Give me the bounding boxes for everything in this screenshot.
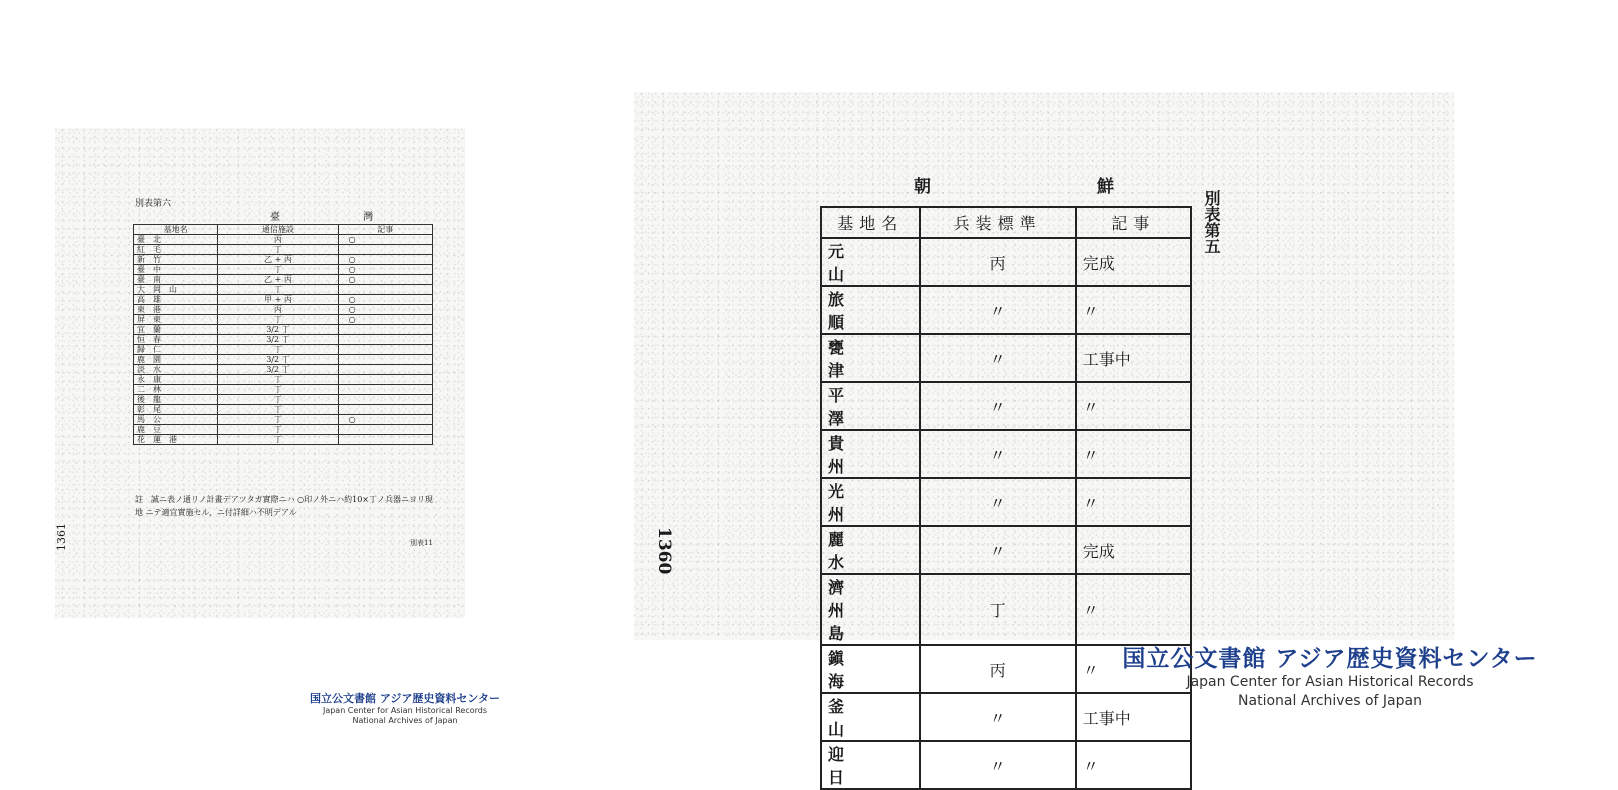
cell-note: 〃 xyxy=(1076,645,1191,693)
archive-logo-large xyxy=(1100,640,1560,711)
table-row xyxy=(821,382,1191,430)
table-row xyxy=(134,345,433,355)
cell-name: 紅毛 xyxy=(134,245,218,255)
cell-note: 完成 xyxy=(1076,526,1191,574)
cell-name: 光州 xyxy=(821,478,920,526)
logo-jp-text: 国立公文書館 アジア歴史資料センター xyxy=(1122,646,1538,672)
table-row xyxy=(821,430,1191,478)
cell-standard: 丙 xyxy=(920,238,1076,286)
cell-name: 濟州島 xyxy=(821,574,920,645)
region-title-left: 朝 xyxy=(914,177,931,197)
cell-facility: 丁 xyxy=(218,285,338,295)
logo-en-line2: National Archives of Japan xyxy=(352,716,458,725)
table-caption: 別表第五 xyxy=(1202,190,1221,254)
cell-facility: 丁 xyxy=(218,375,338,385)
cell-name: 永康 xyxy=(134,375,218,385)
cell-note xyxy=(338,345,432,355)
cell-note: 完成 xyxy=(1076,238,1191,286)
table-row xyxy=(134,315,433,325)
table-row xyxy=(821,238,1191,286)
cell-facility: 丁 xyxy=(218,345,338,355)
cell-facility: 丁 xyxy=(218,265,338,275)
cell-name: 臺北 xyxy=(134,235,218,245)
cell-name: 貴州 xyxy=(821,430,920,478)
table-row xyxy=(821,286,1191,334)
table-row xyxy=(134,425,433,435)
cell-name: 花蓮港 xyxy=(134,435,218,445)
cell-note xyxy=(338,285,432,295)
cell-name: 新竹 xyxy=(134,255,218,265)
cell-note xyxy=(338,425,432,435)
cell-standard: 〃 xyxy=(920,382,1076,430)
cell-note: 〃 xyxy=(1076,286,1191,334)
logo-en-line1: Japan Center for Asian Historical Records xyxy=(322,706,488,715)
region-title xyxy=(914,172,1114,197)
header-note: 記事 xyxy=(1076,207,1191,238)
cell-name: 高雄 xyxy=(134,295,218,305)
cell-name: 馬公 xyxy=(134,415,218,425)
cell-name: 迎日 xyxy=(821,741,920,789)
table-row xyxy=(134,405,433,415)
footnote: 註 誠ニ表ノ通リノ計畫デアツタガ實際ニハ ○印ノ外ニハ約10×丁ノ兵器ニヨリ現地 ニテ適宜實施セル、ニ付詳細ハ不明デアル xyxy=(135,495,434,517)
table-row xyxy=(134,335,433,345)
table-row xyxy=(134,355,433,365)
cell-facility: 丙 xyxy=(218,235,338,245)
cell-facility: 丁 xyxy=(218,315,338,325)
cell-note xyxy=(338,245,432,255)
archive-stamp: 別表11 xyxy=(410,539,433,547)
cell-name: 旅順 xyxy=(821,286,920,334)
table-row xyxy=(134,395,433,405)
table-header-row xyxy=(134,225,433,235)
cell-note xyxy=(338,405,432,415)
cell-facility: 丁 xyxy=(218,405,338,415)
cell-name: 二林 xyxy=(134,385,218,395)
cell-name: 歸仁 xyxy=(134,345,218,355)
cell-name: 東港 xyxy=(134,305,218,315)
logo-en-line1: Japan Center for Asian Historical Records xyxy=(1186,674,1474,690)
cell-note xyxy=(338,355,432,365)
region-title: 臺 灣 xyxy=(270,212,414,223)
cell-note: 〃 xyxy=(1076,430,1191,478)
table-header-row xyxy=(821,207,1191,238)
cell-name: 淡水 xyxy=(134,365,218,375)
cell-note xyxy=(338,375,432,385)
cell-note: 〃 xyxy=(1076,478,1191,526)
cell-name: 後龍 xyxy=(134,395,218,405)
cell-facility: 丁 xyxy=(218,385,338,395)
cell-note xyxy=(338,435,432,445)
header-note: 記事 xyxy=(338,225,432,235)
table-row xyxy=(134,365,433,375)
cell-note: 工事中 xyxy=(1076,693,1191,741)
table-row xyxy=(134,435,433,445)
cell-standard: 〃 xyxy=(920,286,1076,334)
header-base-name: 基地名 xyxy=(134,225,218,235)
table-row xyxy=(134,255,433,265)
table-row xyxy=(134,325,433,335)
cell-standard: 〃 xyxy=(920,526,1076,574)
cell-facility: 丁 xyxy=(218,415,338,425)
cell-note: ○ xyxy=(338,265,432,275)
cell-standard: 丁 xyxy=(920,574,1076,645)
table-row xyxy=(134,275,433,285)
table-row xyxy=(134,295,433,305)
table-caption: 別表第六 xyxy=(135,199,172,209)
table-row xyxy=(821,526,1191,574)
table-row xyxy=(134,285,433,295)
cell-note xyxy=(338,325,432,335)
cell-standard: 〃 xyxy=(920,334,1076,382)
cell-note: ○ xyxy=(338,275,432,285)
left-document-page xyxy=(55,128,465,618)
cell-facility: 甲 + 丙 xyxy=(218,295,338,305)
logo-en-line2: National Archives of Japan xyxy=(1238,693,1422,709)
page-number: 1361 xyxy=(55,523,68,551)
table-row xyxy=(134,305,433,315)
cell-standard: 〃 xyxy=(920,478,1076,526)
cell-standard: 〃 xyxy=(920,693,1076,741)
cell-name: 恒春 xyxy=(134,335,218,345)
header-standard: 兵装標準 xyxy=(920,207,1076,238)
cell-name: 臺中 xyxy=(134,265,218,275)
cell-facility: 丁 xyxy=(218,435,338,445)
table-row xyxy=(134,385,433,395)
cell-name: 大岡山 xyxy=(134,285,218,295)
cell-name: 平澤 xyxy=(821,382,920,430)
cell-note: 工事中 xyxy=(1076,334,1191,382)
table-row xyxy=(134,375,433,385)
header-facility: 通信施設 xyxy=(218,225,338,235)
cell-note: ○ xyxy=(338,315,432,325)
cell-name: 宜蘭 xyxy=(134,325,218,335)
cell-facility: 乙 + 丙 xyxy=(218,255,338,265)
cell-name: 屏東 xyxy=(134,315,218,325)
table-row xyxy=(821,741,1191,789)
cell-name: 元山 xyxy=(821,238,920,286)
cell-note: ○ xyxy=(338,235,432,245)
cell-note: 〃 xyxy=(1076,741,1191,789)
cell-facility: 丁 xyxy=(218,425,338,435)
cell-facility: 丁 xyxy=(218,245,338,255)
cell-name: 彰尾 xyxy=(134,405,218,415)
header-base-name: 基地名 xyxy=(821,207,920,238)
table-row xyxy=(821,334,1191,382)
cell-facility: 丁 xyxy=(218,395,338,405)
base-table-taiwan xyxy=(133,224,433,445)
archive-logo-small xyxy=(290,690,520,726)
cell-note: ○ xyxy=(338,295,432,305)
cell-facility: 乙 + 丙 xyxy=(218,275,338,285)
cell-standard: 〃 xyxy=(920,430,1076,478)
cell-standard: 丙 xyxy=(920,645,1076,693)
cell-note: ○ xyxy=(338,255,432,265)
cell-name: 鹿豆 xyxy=(134,425,218,435)
cell-note xyxy=(338,395,432,405)
table-row xyxy=(134,415,433,425)
table-row xyxy=(134,235,433,245)
cell-name: 鎭海 xyxy=(821,645,920,693)
table-row xyxy=(821,478,1191,526)
cell-facility: 3/2 丁 xyxy=(218,355,338,365)
table-row xyxy=(821,574,1191,645)
cell-note: ○ xyxy=(338,415,432,425)
cell-facility: 3/2 丁 xyxy=(218,335,338,345)
cell-note xyxy=(338,365,432,375)
cell-name: 臺南 xyxy=(134,275,218,285)
page-number: 1360 xyxy=(654,527,674,575)
cell-name: 鹿園 xyxy=(134,355,218,365)
cell-facility: 丙 xyxy=(218,305,338,315)
cell-name: 甕津 xyxy=(821,334,920,382)
cell-note: 〃 xyxy=(1076,574,1191,645)
cell-name: 麗水 xyxy=(821,526,920,574)
region-title-right: 鮮 xyxy=(1097,177,1114,197)
cell-note xyxy=(338,335,432,345)
cell-note: 〃 xyxy=(1076,382,1191,430)
table-row xyxy=(134,245,433,255)
cell-standard: 〃 xyxy=(920,741,1076,789)
table-row xyxy=(134,265,433,275)
cell-facility: 3/2 丁 xyxy=(218,325,338,335)
logo-jp-text: 国立公文書館 アジア歴史資料センター xyxy=(310,692,500,705)
cell-name: 釜山 xyxy=(821,693,920,741)
cell-facility: 3/2 丁 xyxy=(218,365,338,375)
cell-note: ○ xyxy=(338,305,432,315)
cell-note xyxy=(338,385,432,395)
